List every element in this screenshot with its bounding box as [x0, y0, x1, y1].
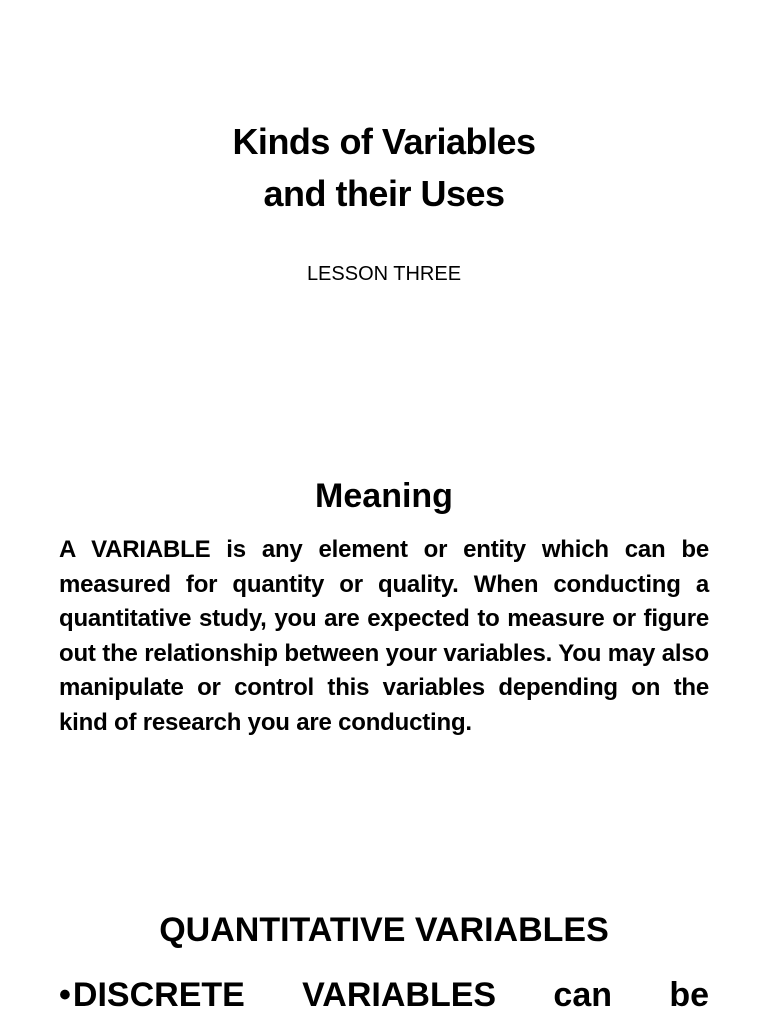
slide-quantitative-variables — [0, 890, 768, 1024]
slide-title-heading — [0, 116, 768, 220]
slide-meaning — [0, 440, 768, 880]
title-line-1: Kinds of Variables — [232, 121, 536, 162]
quantitative-heading: QUANTITATIVE VARIABLES — [159, 911, 609, 949]
slide-subtitle: LESSON THREE — [306, 263, 462, 285]
bullet-item-discrete — [59, 966, 709, 1024]
title-line-2: and their Uses — [263, 173, 505, 214]
meaning-heading: Meaning — [315, 477, 453, 515]
meaning-body: A VARIABLE is any element or entity which can be measured for quantity or quality. When conducting a quantitative study, you are expected to measure or figure out the relationship between your variables. You may also manipulate or control this variables depending on the kind of research you are conducting. — [59, 536, 709, 736]
bullet-icon: • — [59, 976, 71, 1014]
bullet-text: DISCRETE VARIABLES can be — [72, 976, 709, 1014]
slide-title — [0, 0, 768, 430]
